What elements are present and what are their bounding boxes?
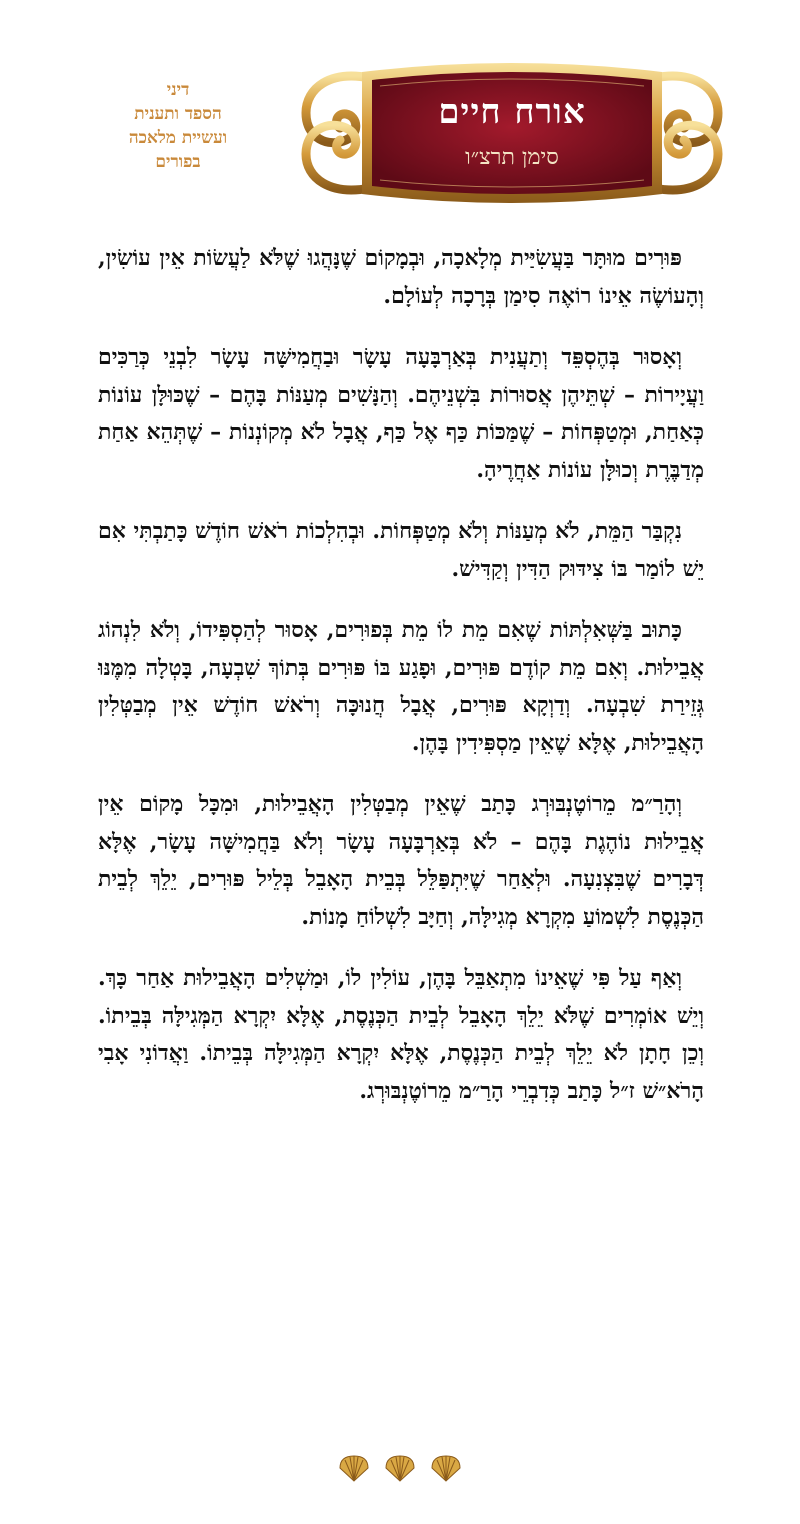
main-text <box>98 240 704 1134</box>
topic-line: בפורים <box>155 152 201 172</box>
topic-line: ועשיית מלאכה <box>128 128 228 148</box>
scroll-banner-graphic <box>300 58 724 208</box>
section-title: אורח חיים <box>438 92 586 132</box>
paragraph: נִקְבַּר הַמֵּת, לֹא מְעַנּוֹת וְלֹא מְטַפְּחוֹת. וּבְהִלְכוֹת רֹאשׁ חוֹדֶשׁ כָּתַבְתִּי אִם יֵשׁ לוֹמַר בּוֹ צִידּוּק הַדִּין וְקַדִּישׁ. <box>98 518 704 582</box>
scallop-shell-icon <box>337 1454 371 1482</box>
paragraph: וְאָסוּר בְּהֶסְפֵּד וְתַעֲנִית בְּאַרְבָּעָה עָשָׂר וּבַחֲמִישָּׁה עָשָׂר לִבְנֵי כְּרַכִּים וַעֲיָירוֹת – שְׁתֵּיהֶן אֲסוּרוֹת בִּשְׁנֵיהֶם. וְהַנָּשִׁים מְעַנּוֹת בָּהֶם – שֶׁכּוּלָּן עוֹנוֹת כְּאַחַת, וּמְטַפְּחוֹת – שֶׁמַּכּוֹת כַּף אֶל כַּף, אֲבָל לֹא מְקוֹנְנוֹת – שֶׁתְּהֵא אַחַת מְדַבֶּרֶת וְכוּלָּן עוֹנוֹת אַחֲרֶיהָ. <box>98 344 704 483</box>
topic-line: הספד ותענית <box>134 104 222 124</box>
scallop-shell-icon <box>383 1454 417 1482</box>
scallop-shell-icon <box>429 1454 463 1482</box>
paragraph: פּוּרִים מוּתָּר בַּעֲשִׂיַּית מְלָאכָה, וּבְמָקוֹם שֶׁנָּהֲגוּ שֶׁלֹּא לַעֲשׂוֹת אֵין עוֹשִׂין, וְהָעוֹשֶׂה אֵינוֹ רוֹאֶה סִימַן בְּרָכָה לְעוֹלָם. <box>98 245 704 309</box>
header-banner <box>300 58 724 208</box>
paragraph: וְאַף עַל פִּי שֶׁאֵינוֹ מִתְאַבֵּל בָּהֶן, עוֹלִין לוֹ, וּמַשְׁלִים הָאֲבֵילוּת אַחַר כָּךְ. וְיֵשׁ אוֹמְרִים שֶׁלֹּא יֵלֵךְ הָאָבֵל לְבֵית הַכְּנֶסֶת, אֶלָּא יִקְרָא הַמְּגִילָּה בְּבֵיתוֹ. וְכֵן חָתָן לֹא יֵלֵךְ לְבֵית הַכְּנֶסֶת, אֶלָּא יִקְרָא הַמְּגִילָּה בְּבֵיתוֹ. וַאֲדוֹנִי אָבִי הָרֹא״שׁ ז״ל כָּתַב כְּדִבְרֵי הָרַ״מ מֵרוֹטֶנְבּוּרְג. <box>98 965 704 1104</box>
paragraph: וְהָרַ״מ מֵרוֹטֶנְבּוּרְג כָּתַב שֶׁאֵין מְבַטְּלִין הָאֲבֵילוּת, וּמִכָּל מָקוֹם אֵין אֲבֵילוּת נוֹהֶגֶת בָּהֶם – לֹא בְּאַרְבָּעָה עָשָׂר וְלֹא בַּחֲמִישָּׁה עָשָׂר, אֶלָּא דְּבָרִים שֶׁבִּצְנִעָה. וּלְאַחַר שֶׁיִּתְפַּלֵּל בְּבֵית הָאָבֵל בְּלֵיל פּוּרִים, יֵלֵךְ לְבֵית הַכְּנֶסֶת לִשְׁמוֹעַ מִקְרָא מְגִילָּה, וְחַיָּב לִשְׁלוֹחַ מָנוֹת. <box>98 791 704 930</box>
footer-ornament <box>0 1454 800 1482</box>
paragraph: כָּתוּב בַּשְּׁאִלְתּוֹת שֶׁאִם מֵת לוֹ מֵת בְּפוּרִים, אָסוּר לְהַסְפִּידוֹ, וְלֹא לִנְהוֹג אֲבֵילוּת. וְאִם מֵת קוֹדֶם פּוּרִים, וּפָגַע בּוֹ פּוּרִים בְּתוֹךְ שִׁבְעָה, בָּטְלָה מִמֶּנּוּ גְּזֵירַת שִׁבְעָה. וְדַוְקָא פּוּרִים, אֲבָל חֲנוּכָּה וְרֹאשׁ חוֹדֶשׁ אֵין מְבַטְּלִין הָאֲבֵילוּת, אֶלָּא שֶׁאֵין מַסְפִּידִין בָּהֶן. <box>98 617 704 756</box>
section-subtitle: סימן תרצ״ו <box>465 145 559 170</box>
topic-line: דיני <box>166 80 190 100</box>
topic-heading <box>80 78 276 174</box>
